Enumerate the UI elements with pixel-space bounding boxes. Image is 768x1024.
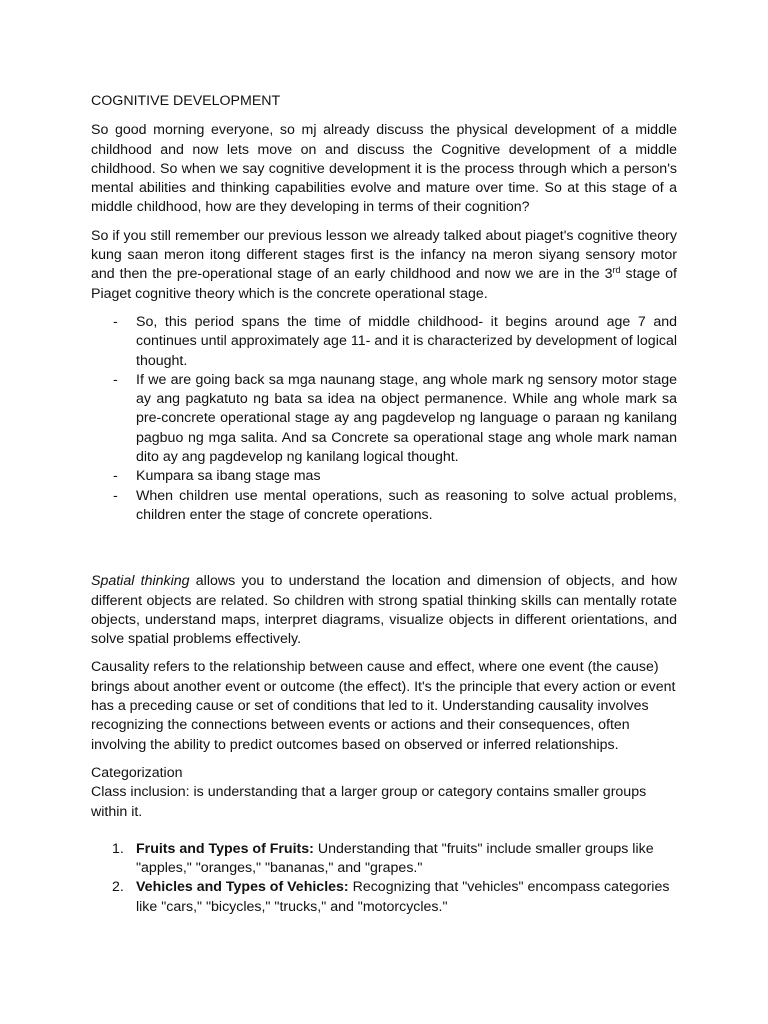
list-item: - So, this period spans the time of middle childhood- it begins around age 7 and continues until approximately age 11- and it is characterized by development of logical thought. (136, 313, 677, 371)
spatial-thinking-term: Spatial thinking (91, 573, 190, 590)
list-item (112, 840, 677, 879)
causality-paragraph: Causality refers to the relationship between cause and effect, where one event (the cause) brings about another event or outcome (the effect). It's the principle that every action or event has a preceding cause or set of conditions that led to it. Understanding causality involves recognizing the connections between events or actions and their consequences, often involving the ability to predict outcomes based on observed or inferred relationships. (91, 659, 676, 753)
ordinal-suffix: rd (612, 265, 621, 276)
spacer (91, 822, 677, 840)
example-title: Fruits and Types of Fruits: (136, 840, 314, 857)
list-item: - Kumpara sa ibang stage mas (136, 467, 677, 486)
spatial-thinking-text: allows you to understand the location and dimension of objects, and how different objects are related. So children with strong spatial thinking skills can mentally rotate objects, understand maps, interpret diagrams, visualize objects in different orientations, and solve spatial problems effectively. (91, 573, 677, 648)
class-inclusion-paragraph: Class inclusion: is understanding that a larger group or category contains smaller groups within it. (91, 784, 647, 820)
categorization-heading: Categorization (91, 764, 183, 781)
example-text: Understanding that "fruits" include smaller groups like "apples," "oranges," "bananas," and "grapes." (136, 840, 654, 877)
concrete-stage-list (91, 313, 677, 525)
list-item: - If we are going back sa mga naunang stage, ang whole mark ng sensory motor stage ay ang pagkatuto ng bata sa idea na object permanence. While ang whole mark sa pre-concrete operational stage ay ang pagdevelop ng language o paraan ng kanilang pagbuo ng mga salita. And sa Concrete sa operational stage ang whole mark naman dito ay ang pagdevelop ng kanilang logical thought. (136, 371, 677, 467)
piaget-paragraph (91, 227, 677, 304)
piaget-text-end: stage of Piaget cognitive theory which is the concrete operational stage. (91, 266, 677, 302)
spacer (91, 525, 677, 572)
example-text: Recognizing that "vehicles" encompass categories like "cars," "bicycles," "trucks," and "motorcycles." (136, 879, 670, 915)
list-item: - When children use mental operations, such as reasoning to solve actual problems, children enter the stage of concrete operations. (136, 487, 677, 526)
example-title: Vehicles and Types of Vehicles: (136, 879, 349, 896)
document-body (91, 92, 677, 917)
list-item (112, 878, 677, 917)
list-number: 1. (112, 840, 124, 857)
class-inclusion-examples (91, 840, 677, 917)
list-number: 2. (112, 879, 124, 896)
piaget-text: So if you still remember our previous lesson we already talked about piaget's cognitive theory kung saan meron itong different stages first is the infancy na meron siyang sensory motor and then the pre-operational stage of an early childhood and now we are in the 3 (91, 227, 677, 283)
page-title: COGNITIVE DEVELOPMENT (91, 93, 281, 109)
spatial-thinking-paragraph (91, 572, 677, 649)
intro-paragraph: So good morning everyone, so mj already discuss the physical development of a middle childhood and now lets move on and discuss the Cognitive development of a middle childhood. So when we say cognitive development it is the process through which a person's mental abilities and thinking capabilities evolve and mature over time. So at this stage of a middle childhood, how are they developing in terms of their cognition? (91, 122, 677, 216)
